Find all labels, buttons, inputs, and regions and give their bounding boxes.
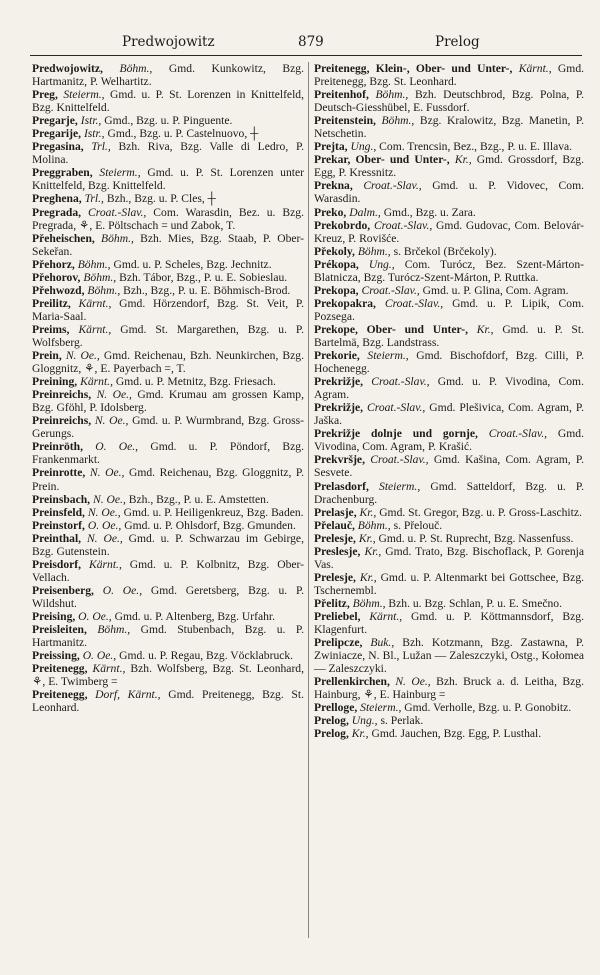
entry-name: Preitenstein, [314, 114, 376, 128]
entry-text: Gmd. u. P. Köttmannsdorf, Bzg. Klagenfurt. [314, 609, 584, 637]
entry-text: Gmd. u. P. Schwarzau im Gebirge, Bzg. Gutenstein. [32, 531, 304, 558]
entry-text: Gmd. Vivodina, Com. Agram, P. Krašić. [314, 427, 584, 454]
entry-name: Prekope, Ober- und Unter-, [314, 322, 469, 336]
entry-name: Prein, [32, 349, 62, 363]
entry-region: Kärnt., [518, 62, 552, 75]
gazetteer-entry [314, 636, 584, 675]
gazetteer-entry [314, 245, 584, 258]
entry-region: Kärnt., [78, 322, 112, 336]
entry-name: Prekopakra, [314, 296, 376, 310]
entry-name: Preisenberg, [32, 583, 94, 597]
entry-text: Gmd. u. P. Altenmarkt bei Gottschee, Bzg. Tschernembl. [314, 570, 585, 597]
entry-name: Preinrotte, [32, 466, 86, 480]
entry-name: Přeheischen, [32, 231, 95, 245]
entry-name: Preitenhof, [314, 88, 369, 102]
entry-text: Gmd. u. P. Ohlsdorf, Bzg. Gmunden. [124, 518, 296, 532]
entry-region: Böhm., [381, 114, 415, 128]
entry-name: Přehorov, [32, 270, 81, 284]
gazetteer-entry [32, 506, 304, 519]
entry-text: Gmd. Verholle, Bzg. u. P. Gonobitz. [404, 701, 572, 715]
entry-text: Gmd. u. P. St. Lorenzen unter Knittelfeld, Bzg. Knittelfeld. [32, 166, 304, 193]
entry-region: O. Oe., [82, 649, 117, 663]
entry-region: Kärnt., [78, 296, 112, 310]
entry-text: Bzh. Tábor, Bzg., P. u. E. Sobieslau. [119, 270, 288, 284]
header-rule [30, 55, 582, 56]
entry-name: Prelasdorf, [314, 479, 369, 493]
gazetteer-entry [314, 727, 584, 740]
entry-region: Croat.-Slav., [488, 427, 548, 441]
gazetteer-entry [32, 206, 304, 232]
entry-region: Steierm., [367, 349, 409, 363]
entry-region: O. Oe., [78, 609, 112, 623]
gazetteer-entry [32, 558, 304, 584]
entry-text: Bzh. Riva, Bzg. Valle di Ledro, P. Molina. [32, 140, 305, 167]
entry-text: Gmd. u. P. Scheles, Bzg. Jechnitz. [113, 257, 272, 271]
gazetteer-entry [314, 206, 584, 219]
header-left-word: Predwojowitz [122, 34, 215, 50]
entry-region: Croat.-Slav., [88, 205, 147, 219]
entry-name: Prekvršje, [314, 453, 365, 467]
column-divider [308, 62, 309, 938]
entry-name: Prelog, [314, 714, 349, 728]
gazetteer-entry [32, 662, 304, 688]
entry-text: Gmd. u. P. Lipik, Com. Pozsega. [314, 296, 584, 323]
entry-text: Bzg. Kralowitz, Bzg. Manetin, P. Netschetin. [314, 114, 584, 141]
entry-name: Prelasje, [314, 505, 357, 519]
entry-text: Gmd. u. P. Metnitz, Bzg. Friesach. [115, 375, 276, 389]
gazetteer-entry [314, 532, 584, 545]
gazetteer-entry [314, 545, 584, 571]
entry-name: Preitenegg, [32, 688, 88, 702]
entry-region: Trl., [91, 140, 111, 154]
gazetteer-entry [314, 427, 584, 453]
entry-region: Böhm., [357, 244, 391, 258]
gazetteer-entry [314, 519, 584, 532]
entry-text: Gmd. Grossdorf, Bzg. Egg, P. Kressnitz. [314, 153, 584, 180]
entry-name: Prelog, [314, 727, 349, 741]
gazetteer-entry [32, 375, 304, 388]
entry-text: Gmd. u. P. St. Ruprecht, Bzg. Nassenfuss. [378, 531, 574, 545]
entry-name: Pregarije, [32, 127, 82, 141]
entry-name: Prelesje, [314, 570, 356, 584]
entry-region: N. Oe., [93, 492, 126, 506]
entry-region: Kärnt., [88, 557, 122, 571]
entry-region: N. Oe., [65, 349, 100, 363]
entry-text: Gmd. Bischofdorf, Bzg. Cilli, P. Hochenegg. [314, 349, 584, 376]
gazetteer-entry [314, 349, 584, 375]
gazetteer-entry [32, 232, 304, 258]
entry-region: O. Oe., [102, 583, 143, 597]
entry-region: Buk., [370, 636, 395, 650]
entry-region: N. Oe., [96, 388, 132, 402]
entry-region: Böhm., [352, 596, 386, 610]
entry-text: s. Brčekol (Brčekoly). [393, 244, 497, 258]
gazetteer-entry [314, 597, 584, 610]
left-column [32, 62, 304, 714]
entry-region: Kr., [476, 322, 494, 336]
entry-name: Preinreichs, [32, 388, 92, 402]
entry-region: Croat.-Slav., [371, 375, 430, 389]
entry-text: Gmd. u. P. Pöndorf, Bzg. Frankenmarkt. [32, 440, 304, 467]
gazetteer-entry [314, 375, 584, 401]
entry-name: Preining, [32, 375, 78, 389]
entry-text: Gmd. Jauchen, Bzg. Egg, P. Lusthal. [371, 727, 542, 741]
entry-name: Prekar, Ober- und Unter-, [314, 153, 450, 167]
entry-name: Preilitz, [32, 296, 71, 310]
gazetteer-entry [32, 414, 304, 440]
page-number: 879 [298, 34, 324, 50]
entry-text: Gmd. Geretsberg, Bzg. u. P. Wildshut. [32, 583, 304, 610]
entry-text: Gmd. Krumau am grossen Kamp, Bzg. Gföhl, P. Idolsberg. [32, 388, 304, 415]
gazetteer-entry [314, 571, 584, 597]
entry-region: Kr., [358, 531, 376, 545]
entry-region: Steierm., [360, 701, 402, 715]
gazetteer-entry [32, 192, 304, 205]
gazetteer-entry [314, 284, 584, 297]
gazetteer-entry [314, 610, 584, 636]
gazetteer-entry [314, 114, 584, 140]
entry-text: Gmd. Reichenau, Bzh. Neunkirchen, Bzg. Gloggnitz, ⚘, E. Payerbach =, T. [32, 349, 304, 376]
entry-region: Trl., [84, 192, 104, 206]
entry-text: Gmd. u. P. Vidovec, Com. Warasdin. [314, 179, 584, 206]
gazetteer-entry [32, 349, 304, 375]
entry-region: Steierm., [379, 479, 421, 493]
entry-text: Gmd., Bzg. u. P. Castelnuovo, ┼ [107, 127, 259, 141]
entry-region: Istr., [80, 114, 102, 128]
entry-region: N. Oe., [86, 531, 123, 545]
gazetteer-entry [32, 610, 304, 623]
gazetteer-entry [32, 440, 304, 466]
entry-name: Preinröth, [32, 440, 83, 454]
entry-name: Prelloge, [314, 701, 358, 715]
entry-region: Böhm., [83, 270, 117, 284]
entry-text: Gmd. Satteldorf, Bzg. u. P. Drachenburg. [314, 479, 584, 506]
entry-region: Croat.-Slav., [361, 283, 420, 297]
entry-name: Prelipcze, [314, 636, 363, 650]
entry-name: Preggraben, [32, 166, 93, 180]
entry-name: Preisleiten, [32, 623, 87, 637]
entry-region: Böhm., [97, 623, 131, 637]
gazetteer-entry [32, 623, 304, 649]
entry-region: Kärnt., [92, 662, 126, 676]
gazetteer-entry [314, 453, 584, 479]
entry-region: Croat.-Slav., [384, 296, 444, 310]
entry-region: N. Oe., [89, 466, 125, 480]
gazetteer-entry [314, 701, 584, 714]
entry-text: Gmd. Plešivica, Com. Agram, P. Jaška. [314, 401, 584, 428]
entry-name: Preissing, [32, 649, 80, 663]
entry-region: Dalm., [349, 205, 381, 219]
entry-text: Gmd. Preitenegg, Bzg. St. Leonhard. [314, 62, 585, 89]
gazetteer-entry [32, 323, 304, 349]
gazetteer-entry [32, 258, 304, 271]
entry-name: Překoly, [314, 244, 355, 258]
entry-region: O. Oe., [87, 518, 122, 532]
gazetteer-entry [32, 166, 304, 192]
entry-text: Com. Turócz, Bez. Szent-Márton-Blatnicza, Bzg. Turócz-Szent-Márton, P. Ruttka. [314, 257, 584, 284]
entry-text: Bzh., Bzg., P. u. E. Böhmisch-Brod. [123, 283, 291, 297]
entry-name: Preko, [314, 205, 347, 219]
entry-name: Preinsfeld, [32, 505, 85, 519]
gazetteer-entry [314, 480, 584, 506]
entry-name: Preinthal, [32, 531, 82, 545]
gazetteer-entry [314, 219, 584, 245]
entry-region: Croat.-Slav., [370, 453, 429, 467]
entry-text: Gmd. u. P. Regau, Bzg. Vöcklabruck. [119, 649, 294, 663]
entry-region: Böhm., [101, 231, 134, 245]
entry-name: Preising, [32, 609, 76, 623]
gazetteer-entry [32, 140, 304, 166]
gazetteer-entry [314, 323, 584, 349]
entry-region: Böhm., [357, 518, 391, 532]
entry-text: Bzh., Bzg. u. P. Cles, ┼ [106, 192, 216, 206]
entry-name: Preliebel, [314, 609, 361, 623]
entry-text: Gmd. u. P. Glina, Com. Agram. [422, 283, 569, 297]
gazetteer-entry [32, 284, 304, 297]
entry-text: Gmd. Preitenegg, Bzg. St. Leonhard. [32, 688, 304, 715]
entry-region: Böhm., [77, 257, 111, 271]
gazetteer-entry [32, 271, 304, 284]
entry-name: Preitenegg, Klein-, Ober- und Unter-, [314, 62, 513, 75]
entry-text: Com. Trencsin, Bez., Bzg., P. u. E. Illava. [379, 140, 573, 154]
entry-text: s. Přelouč. [393, 518, 443, 532]
entry-region: Steierm., [99, 166, 141, 180]
entry-name: Prekrižje, [314, 375, 364, 389]
entry-name: Prékopa, [314, 257, 359, 271]
entry-name: Přehwozd, [32, 283, 85, 297]
gazetteer-entry [314, 140, 584, 153]
entry-text: Gmd. Reichenau, Bzg. Gloggnitz, P. Prein. [32, 466, 304, 493]
entry-name: Pregrada, [32, 205, 82, 219]
page-header [0, 34, 600, 52]
entry-text: Bzh. Wolfsberg, Bzg. St. Leonhard, ⚘, E. Twimberg = [32, 662, 304, 689]
entry-name: Přelitz, [314, 596, 350, 610]
entry-region: Kr., [351, 727, 369, 741]
entry-region: N. Oe., [87, 505, 121, 519]
entry-name: Preslesje, [314, 544, 361, 558]
entry-text: Gmd. Trato, Bzg. Bischoflack, P. Gorenja Vas. [314, 544, 585, 571]
gazetteer-entry [314, 675, 584, 701]
gazetteer-entry [32, 649, 304, 662]
entry-region: N. Oe., [395, 675, 431, 689]
gazetteer-entry [32, 62, 304, 88]
entry-region: Kärnt., [80, 375, 113, 389]
entry-region: Böhm., [119, 62, 153, 75]
gazetteer-entry [32, 493, 304, 506]
entry-text: Gmd. u. P. Vivodina, Com. Agram. [314, 375, 584, 402]
entry-text: Gmd. Gudovac, Com. Belovár-Kreuz, P. Rovišće. [314, 218, 585, 245]
entry-name: Prejta, [314, 140, 348, 154]
entry-name: Přelauč, [314, 518, 355, 532]
entry-region: Istr., [83, 127, 105, 141]
gazetteer-entry [32, 127, 304, 140]
entry-text: Gmd. Hörzendorf, Bzg. St. Veit, P. Maria-Saal. [32, 296, 304, 323]
entry-name: Preg, [32, 88, 58, 102]
entry-region: Kr., [454, 153, 472, 167]
entry-region: Kr., [364, 544, 382, 558]
gazetteer-entry [314, 258, 584, 284]
entry-text: Com. Warasdin, Bez. u. Bzg. Pregrada, ⚘, E. Pöltschach = und Zabok, T. [32, 205, 304, 232]
entry-name: Pregarje, [32, 114, 78, 128]
entry-region: Ung., [351, 714, 378, 728]
entry-text: Gmd. u. P. St. Bartelmä, Bzg. Landstrass. [314, 322, 584, 349]
entry-region: Croat.-Slav., [367, 401, 426, 415]
entry-text: Gmd. Kašina, Com. Agram, P. Sesvete. [314, 453, 584, 480]
gazetteer-entry [32, 297, 304, 323]
entry-region: Kr., [359, 570, 377, 584]
header-right-word: Prelog [435, 34, 480, 50]
gazetteer-entry [314, 88, 584, 114]
entry-name: Preims, [32, 322, 70, 336]
entry-text: Gmd. St. Margarethen, Bzg. u. P. Wolfsberg. [32, 322, 304, 349]
entry-text: Gmd. u. P. Wurmbrand, Bzg. Gross-Gerungs. [32, 414, 304, 441]
entry-region: Croat.-Slav., [373, 218, 433, 232]
gazetteer-entry [32, 584, 304, 610]
entry-text: Gmd. St. Gregor, Bzg. u. P. Gross-Laschitz. [379, 505, 582, 519]
gazetteer-entry [314, 179, 584, 205]
gazetteer-entry [314, 401, 584, 427]
entry-text: Bzh. Bruck a. d. Leitha, Bzg. Hainburg, ⚘, E. Hainburg = [314, 675, 584, 702]
entry-text: Gmd., Bzg. u. P. Pinguente. [104, 114, 233, 128]
entry-name: Preinsbach, [32, 492, 91, 506]
entry-text: Gmd. Stubenbach, Bzg. u. P. Hartmanitz. [32, 623, 304, 650]
entry-text: Gmd., Bzg. u. Zara. [383, 205, 476, 219]
gazetteer-entry [314, 506, 584, 519]
gazetteer-entry [32, 388, 304, 414]
gazetteer-entry [314, 714, 584, 727]
gazetteer-entry [32, 88, 304, 114]
gazetteer-entry [32, 532, 304, 558]
entry-name: Prekopa, [314, 283, 359, 297]
entry-name: Prekorie, [314, 349, 360, 363]
entry-name: Prekna, [314, 179, 353, 193]
entry-region: O. Oe., [95, 440, 139, 454]
entry-text: Bzh. Deutschbrod, Bzg. Polna, P. Deutsch-Giesshübel, E. Fussdorf. [314, 88, 584, 115]
entry-name: Prelesje, [314, 531, 356, 545]
entry-text: Bzh., Bzg., P. u. E. Amstetten. [128, 492, 269, 506]
entry-name: Pregasina, [32, 140, 84, 154]
entry-name: Preitenegg, [32, 662, 88, 676]
entry-region: Ung., [368, 257, 395, 271]
entry-name: Preinreichs, [32, 414, 92, 428]
entry-region: Böhm., [375, 88, 409, 102]
gazetteer-entry [314, 153, 584, 179]
entry-name: Prekrižje, [314, 401, 364, 415]
gazetteer-entry [32, 519, 304, 532]
entry-text: Bzh. Kotzmann, Bzg. Zastawna, P. Zwiniacze, N. Bl., Lužan — Zaleszczyki, Ostg., Kołomea — Zaleszczyki. [314, 636, 584, 676]
entry-name: Preinstorf, [32, 518, 85, 532]
gazetteer-entry [314, 62, 584, 88]
entry-name: Preisdorf, [32, 557, 82, 571]
right-column [314, 62, 584, 740]
entry-name: Přehorz, [32, 257, 75, 271]
entry-text: Bzh. Mies, Bzg. Staab, P. Ober-Sekeřan. [32, 231, 305, 258]
entry-region: Croat.-Slav., [363, 179, 422, 193]
entry-region: N. Oe., [94, 414, 129, 428]
entry-name: Prekrižje dolnje und gornje, [314, 427, 478, 441]
entry-region: Steierm., [63, 88, 105, 102]
entry-name: Predwojowitz, [32, 62, 103, 75]
entry-region: Kr., [359, 505, 377, 519]
gazetteer-entry [314, 297, 584, 323]
entry-name: Preghena, [32, 192, 82, 206]
entry-text: Gmd. u. P. St. Lorenzen in Knittelfeld, Bzg. Knittelfeld. [32, 88, 304, 115]
entry-text: s. Perlak. [380, 714, 424, 728]
entry-text: Gmd. u. P. Kolbnitz, Bzg. Ober-Vellach. [32, 557, 305, 584]
entry-text: Bzh. u. Bzg. Schlan, P. u. E. Smečno. [388, 596, 562, 610]
entry-region: Böhm., [87, 283, 121, 297]
entry-name: Prellenkirchen, [314, 675, 390, 689]
gazetteer-entry [32, 688, 304, 714]
entry-text: Gmd. u. P. Altenberg, Bzg. Urfahr. [114, 609, 276, 623]
entry-text: Gmd. Kunkowitz, Bzg. Hartmanitz, P. Welhartitz. [32, 62, 304, 89]
gazetteer-entry [32, 466, 304, 492]
entry-text: Gmd. u. P. Heiligenkreuz, Bzg. Baden. [123, 505, 304, 519]
entry-name: Prekobrdo, [314, 218, 371, 232]
gazetteer-entry [32, 114, 304, 127]
entry-region: Dorf, Kärnt., [95, 688, 161, 702]
entry-region: Ung., [350, 140, 377, 154]
entry-region: Kärnt., [369, 609, 403, 623]
